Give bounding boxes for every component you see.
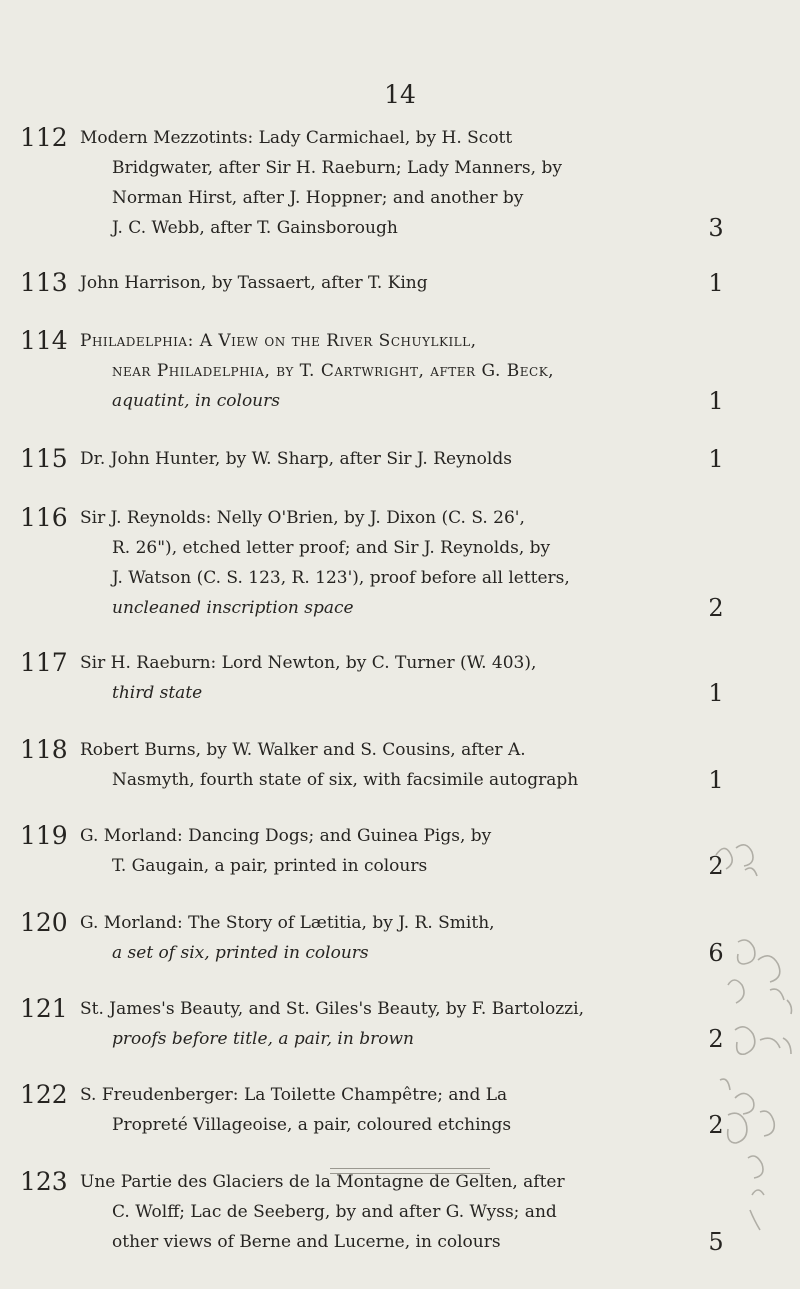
lot-quantity: 1 — [708, 387, 724, 415]
lot-number: 120 — [20, 908, 68, 937]
lot-description — [80, 994, 730, 1054]
description-line: Nasmyth, fourth state of six, with facsimile autograph — [112, 770, 579, 790]
section-rule — [330, 1173, 490, 1174]
description-line: other views of Berne and Lucerne, in colours — [112, 1232, 501, 1252]
description-line: near Philadelphia, by T. Cartwright, after G. Beck, — [112, 361, 555, 381]
lot-description — [80, 444, 730, 474]
description-line: R. 26"), etched letter proof; and Sir J. Reynolds, by — [112, 538, 551, 558]
description-line: T. Gaugain, a pair, printed in colours — [112, 856, 428, 876]
lot-description — [80, 503, 730, 623]
description-line: a set of six, printed in colours — [112, 943, 369, 963]
lot-description — [80, 648, 730, 708]
description-line: S. Freudenberger: La Toilette Champêtre; and La — [80, 1085, 508, 1105]
description-line: Sir J. Reynolds: Nelly O'Brien, by J. Dixon (C. S. 26', — [80, 508, 525, 528]
lot-description — [80, 1080, 730, 1140]
description-line: aquatint, in colours — [112, 391, 280, 411]
lot-number: 122 — [20, 1080, 68, 1109]
description-line: Norman Hirst, after J. Hoppner; and another by — [112, 188, 524, 208]
lot-description — [80, 268, 730, 298]
description-line: J. Watson (C. S. 123, R. 123'), proof before all letters, — [112, 568, 570, 588]
lot-quantity: 5 — [708, 1228, 724, 1256]
page-number: 14 — [384, 80, 416, 109]
lot-description — [80, 821, 730, 881]
lot-description — [80, 1167, 730, 1257]
lot-quantity: 2 — [708, 852, 724, 880]
description-line: uncleaned inscription space — [112, 598, 354, 618]
lot-description — [80, 123, 730, 243]
lot-quantity: 1 — [708, 766, 724, 794]
description-line: Bridgwater, after Sir H. Raeburn; Lady Manners, by — [112, 158, 562, 178]
lot-number: 121 — [20, 994, 68, 1023]
description-line: Une Partie des Glaciers de la Montagne de Gelten, after — [80, 1172, 565, 1192]
description-line: third state — [112, 683, 203, 703]
lot-number: 118 — [20, 735, 68, 764]
section-rule — [330, 1168, 490, 1169]
description-line: Modern Mezzotints: Lady Carmichael, by H. Scott — [80, 128, 513, 148]
description-line: Dr. John Hunter, by W. Sharp, after Sir J. Reynolds — [80, 449, 512, 469]
lot-description — [80, 326, 730, 416]
lot-quantity: 6 — [708, 939, 724, 967]
lot-number: 113 — [20, 268, 68, 297]
lot-description — [80, 908, 730, 968]
lot-number: 119 — [20, 821, 68, 850]
lot-quantity: 3 — [708, 214, 724, 242]
lot-quantity: 1 — [708, 679, 724, 707]
lot-quantity: 1 — [708, 445, 724, 473]
description-line: J. C. Webb, after T. Gainsborough — [112, 218, 398, 238]
lot-quantity: 2 — [708, 594, 724, 622]
description-line: Robert Burns, by W. Walker and S. Cousins, after A. — [80, 740, 526, 760]
lot-number: 123 — [20, 1167, 68, 1196]
lot-number: 116 — [20, 503, 68, 532]
description-line: G. Morland: The Story of Lætitia, by J. R. Smith, — [80, 913, 495, 933]
description-line: Philadelphia: A View on the River Schuylkill, — [80, 331, 477, 351]
description-line: G. Morland: Dancing Dogs; and Guinea Pigs, by — [80, 826, 492, 846]
description-line: C. Wolff; Lac de Seeberg, by and after G. Wyss; and — [112, 1202, 557, 1222]
lot-quantity: 1 — [708, 269, 724, 297]
lot-number: 115 — [20, 444, 68, 473]
lot-number: 117 — [20, 648, 68, 677]
lot-number: 114 — [20, 326, 68, 355]
description-line: proofs before title, a pair, in brown — [112, 1029, 414, 1049]
description-line: Propreté Villageoise, a pair, coloured etchings — [112, 1115, 512, 1135]
description-line: John Harrison, by Tassaert, after T. King — [80, 273, 428, 293]
lot-quantity: 2 — [708, 1111, 724, 1139]
lot-quantity: 2 — [708, 1025, 724, 1053]
description-line: Sir H. Raeburn: Lord Newton, by C. Turner (W. 403), — [80, 653, 537, 673]
lot-number: 112 — [20, 123, 68, 152]
lot-description — [80, 735, 730, 795]
description-line: St. James's Beauty, and St. Giles's Beauty, by F. Bartolozzi, — [80, 999, 584, 1019]
